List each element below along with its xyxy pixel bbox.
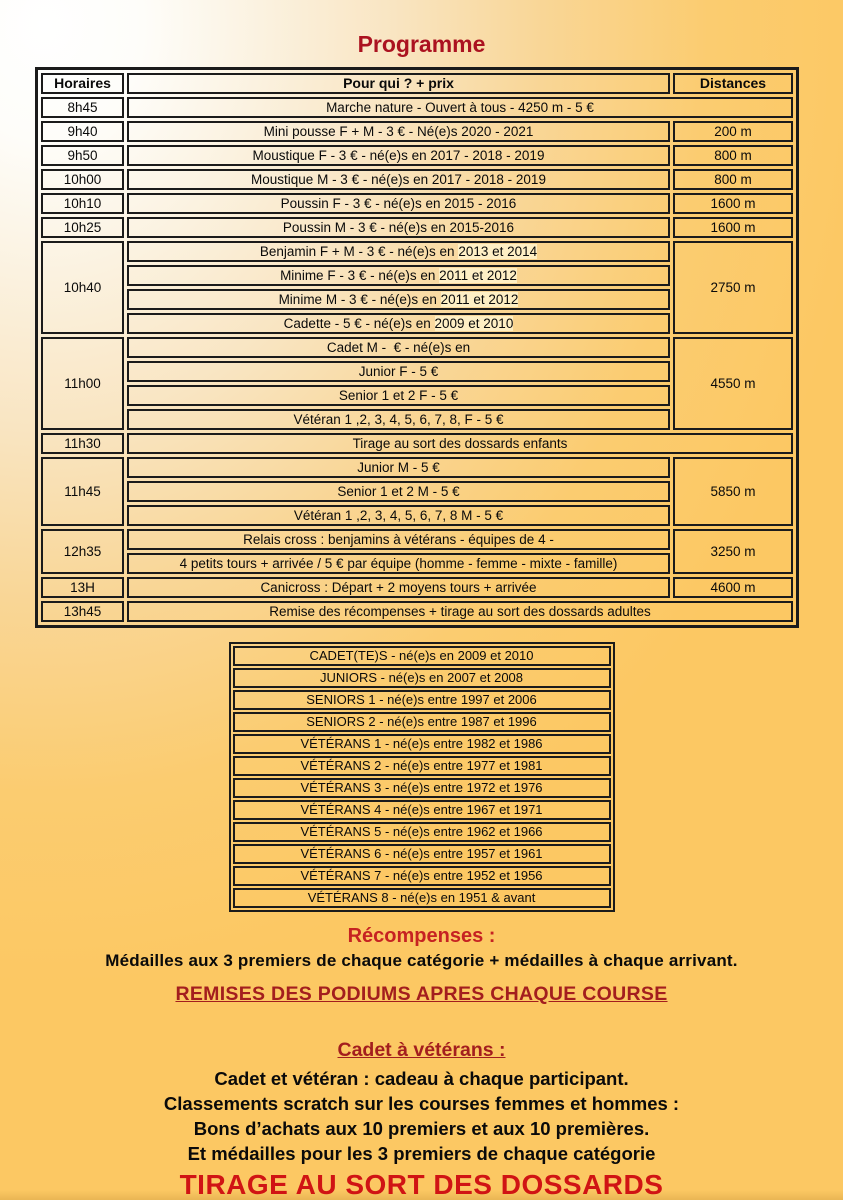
program-row: [41, 577, 793, 598]
program-header-row: [41, 73, 793, 94]
event-text: Minime F - 3 € - né(e)s en: [280, 267, 440, 283]
distance-cell: 800 m: [673, 145, 793, 166]
time-cell: 10h25: [41, 217, 124, 238]
category-row: [233, 690, 611, 710]
category-cell: VÉTÉRANS 6 - né(e)s entre 1957 et 1961: [233, 844, 611, 864]
time-cell: 10h40: [41, 241, 124, 334]
program-table: [35, 67, 799, 628]
category-cell: VÉTÉRANS 5 - né(e)s entre 1962 et 1966: [233, 822, 611, 842]
category-cell: JUNIORS - né(e)s en 2007 et 2008: [233, 668, 611, 688]
footer-section: [0, 925, 843, 1200]
category-cell: CADET(TE)S - né(e)s en 2009 et 2010: [233, 646, 611, 666]
tirage-heading: TIRAGE AU SORT DES DOSSARDS: [179, 1169, 664, 1200]
event-cell: Tirage au sort des dossards enfants: [127, 433, 793, 454]
event-text: Benjamin F + M - 3 € - né(e)s en: [259, 243, 459, 259]
event-cell: Cadet M - € - né(e)s en: [127, 337, 670, 358]
event-text: Minime M - 3 € - né(e)s en: [278, 291, 441, 307]
program-row: [41, 145, 793, 166]
category-cell: VÉTÉRANS 8 - né(e)s en 1951 & avant: [233, 888, 611, 908]
category-cell: VÉTÉRANS 4 - né(e)s entre 1967 et 1971: [233, 800, 611, 820]
event-cell: Junior F - 5 €: [127, 361, 670, 382]
program-row: [41, 241, 793, 262]
event-cell: Remise des récompenses + tirage au sort des dossards adultes: [127, 601, 793, 622]
event-cell: Junior M - 5 €: [127, 457, 670, 478]
category-cell: SENIORS 2 - né(e)s entre 1987 et 1996: [233, 712, 611, 732]
program-row: [41, 433, 793, 454]
category-row: [233, 822, 611, 842]
cadet-info-line: Cadet et vétéran : cadeau à chaque participant.: [214, 1068, 629, 1089]
event-cell: [127, 289, 670, 310]
event-cell: Vétéran 1 ,2, 3, 4, 5, 6, 7, 8, F - 5 €: [127, 409, 670, 430]
category-cell: VÉTÉRANS 1 - né(e)s entre 1982 et 1986: [233, 734, 611, 754]
event-cell: [127, 265, 670, 286]
time-cell: 12h35: [41, 529, 124, 574]
event-cell: [127, 313, 670, 334]
time-cell: 10h00: [41, 169, 124, 190]
distance-cell: 800 m: [673, 169, 793, 190]
category-row: [233, 866, 611, 886]
distance-cell: 200 m: [673, 121, 793, 142]
program-row: [41, 193, 793, 214]
col-header-pour-qui-prix: Pour qui ? + prix: [127, 73, 670, 94]
category-row: [233, 888, 611, 908]
program-row: [41, 529, 793, 550]
program-row: [41, 457, 793, 478]
program-row: [41, 121, 793, 142]
event-cell: Canicross : Départ + 2 moyens tours + arrivée: [127, 577, 670, 598]
program-row: [41, 169, 793, 190]
event-cell: Vétéran 1 ,2, 3, 4, 5, 6, 7, 8 M - 5 €: [127, 505, 670, 526]
event-cell: Moustique F - 3 € - né(e)s en 2017 - 2018 - 2019: [127, 145, 670, 166]
category-row: [233, 646, 611, 666]
distance-cell: 1600 m: [673, 217, 793, 238]
category-row: [233, 756, 611, 776]
cadet-veterans-heading: Cadet à vétérans :: [337, 1039, 506, 1061]
category-row: [233, 844, 611, 864]
event-cell: Senior 1 et 2 F - 5 €: [127, 385, 670, 406]
category-row: [233, 800, 611, 820]
event-cell: Poussin M - 3 € - né(e)s en 2015-2016: [127, 217, 670, 238]
cadet-info-line: Bons d’achats aux 10 premiers et aux 10 premières.: [193, 1118, 650, 1139]
event-cell: Senior 1 et 2 M - 5 €: [127, 481, 670, 502]
distance-cell: 5850 m: [673, 457, 793, 526]
event-cell: Poussin F - 3 € - né(e)s en 2015 - 2016: [127, 193, 670, 214]
distance-cell: 4600 m: [673, 577, 793, 598]
recompenses-heading: Récompenses :: [347, 925, 496, 947]
cadet-info-line: Classements scratch sur les courses femmes et hommes :: [163, 1093, 680, 1114]
time-cell: 11h00: [41, 337, 124, 430]
distance-cell: 2750 m: [673, 241, 793, 334]
col-header-horaires: Horaires: [41, 73, 124, 94]
event-text: Cadette - 5 € - né(e)s en: [283, 315, 435, 331]
distance-cell: 1600 m: [673, 193, 793, 214]
highlighted-years: 2013 et 2014: [458, 243, 538, 259]
category-row: [233, 778, 611, 798]
time-cell: 9h40: [41, 121, 124, 142]
time-cell: 9h50: [41, 145, 124, 166]
category-row: [233, 668, 611, 688]
category-cell: VÉTÉRANS 2 - né(e)s entre 1977 et 1981: [233, 756, 611, 776]
distance-cell: 3250 m: [673, 529, 793, 574]
highlighted-years: 2009 et 2010: [434, 315, 514, 331]
program-row: [41, 217, 793, 238]
highlighted-years: 2011 et 2012: [439, 267, 517, 283]
cadet-info-lines: [0, 1066, 843, 1166]
col-header-distances: Distances: [673, 73, 793, 94]
event-cell: 4 petits tours + arrivée / 5 € par équipe (homme - femme - mixte - famille): [127, 553, 670, 574]
time-cell: 13H: [41, 577, 124, 598]
time-cell: 13h45: [41, 601, 124, 622]
distance-cell: 4550 m: [673, 337, 793, 430]
time-cell: 10h10: [41, 193, 124, 214]
category-row: [233, 734, 611, 754]
categories-table: [229, 642, 615, 912]
program-row: [41, 337, 793, 358]
highlighted-years: 2011 et 2012: [440, 291, 519, 307]
category-cell: SENIORS 1 - né(e)s entre 1997 et 2006: [233, 690, 611, 710]
time-cell: 11h45: [41, 457, 124, 526]
program-row: [41, 97, 793, 118]
event-cell: Marche nature - Ouvert à tous - 4250 m - 5 €: [127, 97, 793, 118]
event-cell: Relais cross : benjamins à vétérans - équipes de 4 -: [127, 529, 670, 550]
time-cell: 11h30: [41, 433, 124, 454]
cadet-info-line: Et médailles pour les 3 premiers de chaque catégorie: [187, 1143, 656, 1164]
event-cell: Mini pousse F + M - 3 € - Né(e)s 2020 - 2021: [127, 121, 670, 142]
podiums-info-line: REMISES DES PODIUMS APRES CHAQUE COURSE: [175, 983, 668, 1005]
event-cell: Moustique M - 3 € - né(e)s en 2017 - 2018 - 2019: [127, 169, 670, 190]
program-row: [41, 601, 793, 622]
event-cell: [127, 241, 670, 262]
page-title: Programme: [357, 31, 486, 57]
time-cell: 8h45: [41, 97, 124, 118]
category-row: [233, 712, 611, 732]
category-cell: VÉTÉRANS 3 - né(e)s entre 1972 et 1976: [233, 778, 611, 798]
category-cell: VÉTÉRANS 7 - né(e)s entre 1952 et 1956: [233, 866, 611, 886]
medals-info-line: Médailles aux 3 premiers de chaque catégorie + médailles à chaque arrivant.: [105, 951, 738, 970]
